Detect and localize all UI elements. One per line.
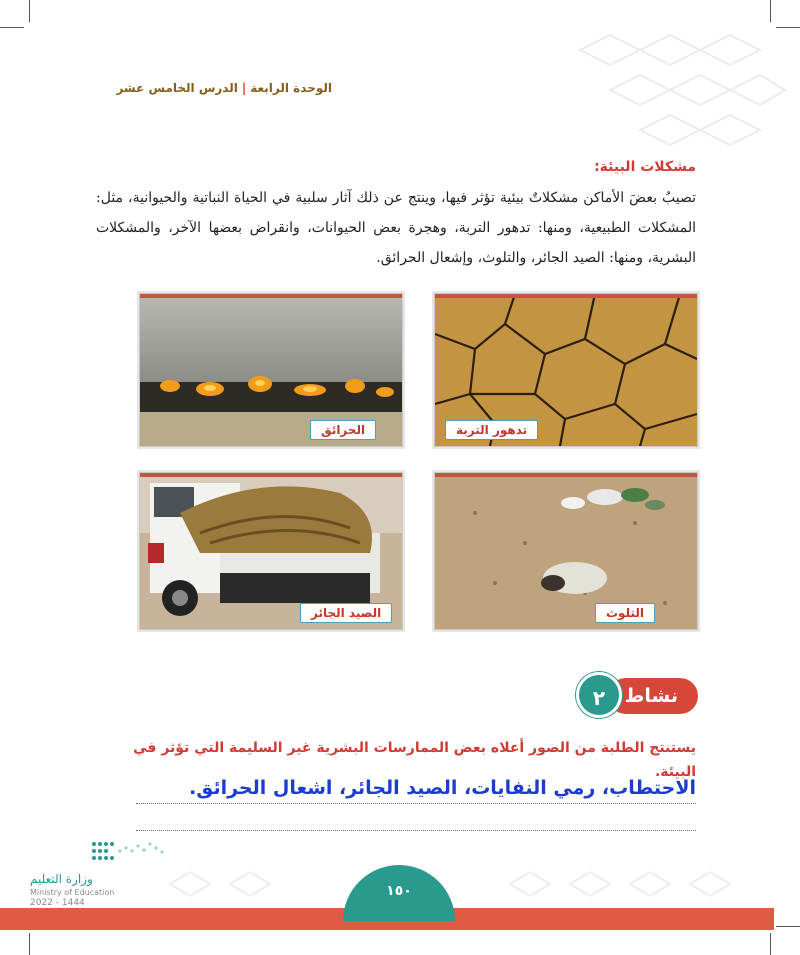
ministry-english-name: Ministry of Education [30,888,115,897]
crop-mark [29,933,30,955]
decorative-cubes-pattern [460,10,790,170]
answer-line [136,830,696,831]
photo-caption: التلوث [595,603,655,623]
unit-label: الوحدة الرابعة [250,81,332,95]
crop-mark [770,933,771,955]
crop-mark [0,27,24,28]
section-title: مشكلات البيئة: [594,159,696,175]
photo-fires [139,293,403,447]
activity-badge [576,672,698,718]
lesson-label: الدرس الخامس عشر [116,81,238,95]
crop-mark [29,0,30,22]
header-separator: | [241,81,247,95]
edition-year: 2022 - 1444 [30,898,85,908]
activity-question: يستنتج الطلبة من الصور أعلاه بعض الممارسات البشرية غير السليمة التي تؤثر في البيئة. [133,740,696,780]
ministry-logo [30,838,170,908]
photo-overhunting [139,472,403,630]
page-number: ١٥٠ [343,865,455,921]
pollution-photo [435,473,697,629]
photo-caption: الصيد الجائر [300,603,392,623]
photo-caption: الحرائق [310,420,376,440]
photo-caption: تدهور التربة [445,420,538,440]
unit-lesson-header [116,81,332,95]
ministry-dots-icon [90,838,170,868]
answer-line [136,803,696,804]
crop-mark [776,926,800,927]
decorative-bottom-pattern [150,860,770,908]
photo-soil-degradation [434,293,698,447]
ministry-arabic-name: وزارة التعليم [30,872,93,886]
activity-answer[interactable]: الاحتطاب، رمي النفايات، الصيد الجائر، اشعال الحرائق. [189,777,696,799]
activity-number: ٢ [576,672,622,718]
activity-label: نشاط [608,678,698,714]
section-paragraph: تصيبُ بعضَ الأماكن مشكلاتٌ بيئية تؤثر فيها، وينتج عن ذلك آثار سلبية في الحياة النباتية والحيوانية، مثل: المشكلات الطبيعية، ومنها: تدهور التربة، وهجرة بعض الحيوانات، وانقراض بعضها الآخر، والمشكلات البشرية، ومنها: الصيد الجائر، والتلوث، وإشعال الحرائق. [96,190,696,266]
photo-pollution [434,472,698,630]
